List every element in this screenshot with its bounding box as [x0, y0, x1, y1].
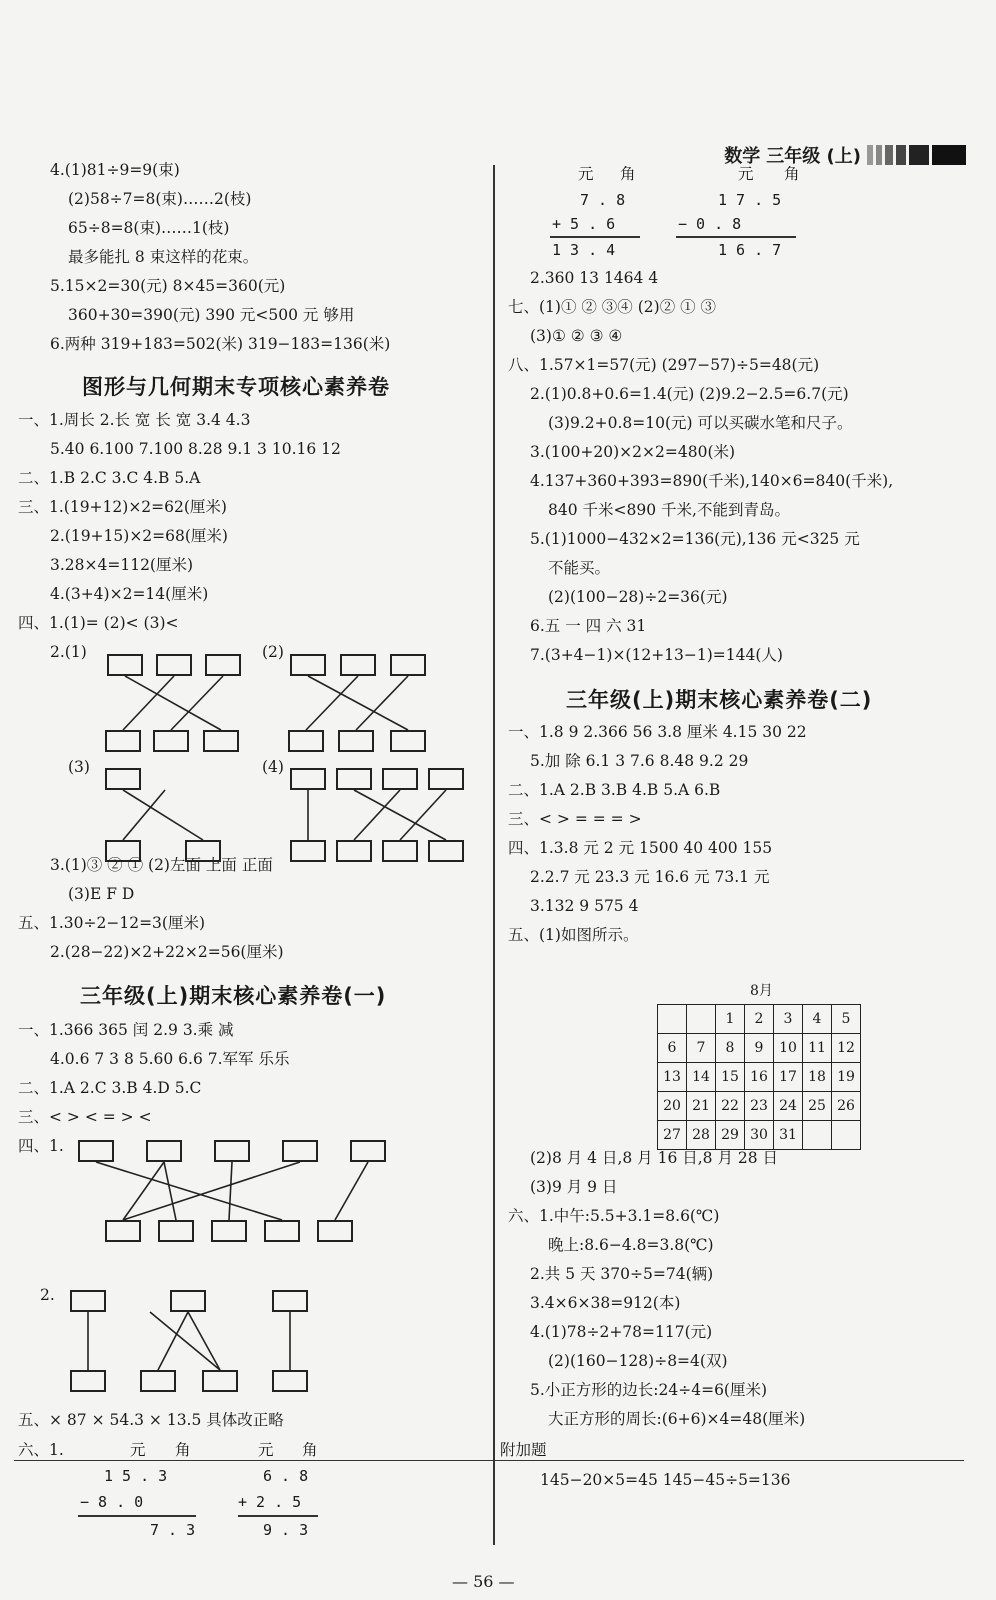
extra-title: 附加题	[500, 1441, 547, 1459]
calendar-day: 21	[687, 1092, 716, 1121]
jiao-label: 角	[784, 165, 800, 183]
answer-line: 三、< > = = = >	[508, 810, 642, 828]
match-box	[272, 1290, 308, 1312]
match-box	[338, 730, 374, 752]
match-box	[340, 654, 376, 676]
match-box	[214, 1140, 250, 1162]
calc-row: − 0 . 8	[678, 215, 742, 233]
answer-line: 4.(1)78÷2+78=117(元)	[530, 1323, 713, 1341]
answer-line: 一、1.8 9 2.366 56 3.8 厘米 4.15 30 22	[508, 723, 807, 741]
calendar-day: 30	[745, 1121, 774, 1150]
answer-line: 7.(3+4−1)×(12+13−1)=144(人)	[530, 646, 783, 664]
calendar-day: 18	[803, 1063, 832, 1092]
calendar-day: 13	[658, 1063, 687, 1092]
answer-line: 最多能扎 8 束这样的花束。	[68, 248, 259, 266]
match-box	[78, 1140, 114, 1162]
section-title: 图形与几何期末专项核心素养卷	[82, 375, 390, 399]
jiao-label: 角	[302, 1441, 318, 1459]
connector-line	[158, 1312, 188, 1370]
connector-line	[229, 1162, 232, 1220]
match-box	[146, 1140, 182, 1162]
calc-row: 7 . 3	[150, 1521, 196, 1539]
answer-line: 晚上:8.6−4.8=3.8(℃)	[548, 1236, 714, 1254]
calendar-day: 31	[774, 1121, 803, 1150]
answer-line: 2.2.7 元 23.3 元 16.6 元 73.1 元	[530, 868, 770, 886]
answer-line: (2)(100−28)÷2=36(元)	[548, 588, 728, 606]
match-box	[170, 1290, 206, 1312]
answer-line: 2.360 13 1464 4	[530, 269, 659, 287]
match-box	[336, 768, 372, 790]
answer-line: 二、1.A 2.B 3.B 4.B 5.A 6.B	[508, 781, 721, 799]
calendar-day: 27	[658, 1121, 687, 1150]
match-box	[70, 1370, 106, 1392]
calendar-day: 19	[832, 1063, 861, 1092]
answer-line: 2.共 5 天 370÷5=74(辆)	[530, 1265, 714, 1283]
match-box	[105, 1220, 141, 1242]
answer-line: 840 千米<890 千米,不能到青岛。	[548, 501, 790, 519]
connector-line	[123, 790, 203, 840]
connector-line	[171, 676, 223, 730]
jiao-label: 角	[620, 165, 636, 183]
calc-row: + 5 . 6	[552, 215, 616, 233]
match-box	[205, 654, 241, 676]
match-box	[140, 1370, 176, 1392]
answer-line: (3)E F D	[68, 885, 135, 903]
match-box	[202, 1370, 238, 1392]
yuan-label: 元	[738, 165, 754, 183]
calendar-row	[658, 1092, 861, 1121]
calendar-day: 12	[832, 1034, 861, 1063]
match-box	[105, 730, 141, 752]
answer-line: 三、1.(19+12)×2=62(厘米)	[18, 498, 227, 516]
answer-line: 145−20×5=45 145−45÷5=136	[540, 1471, 791, 1489]
calc-row: 1 7 . 5	[718, 191, 782, 209]
calendar-day	[687, 1005, 716, 1034]
calendar-day: 14	[687, 1063, 716, 1092]
calendar-day: 2	[745, 1005, 774, 1034]
calendar-day: 22	[716, 1092, 745, 1121]
answer-line: 5.(1)1000−432×2=136(元),136 元<325 元	[530, 530, 860, 548]
calendar-title: 8月	[750, 983, 773, 999]
match-box	[390, 730, 426, 752]
connector-line	[354, 790, 446, 840]
diagram-label: 2.	[40, 1286, 55, 1304]
section-title: 三年级(上)期末核心素养卷(二)	[566, 688, 873, 712]
match-box	[382, 768, 418, 790]
match-box	[336, 840, 372, 862]
answer-line: 5.40 6.100 7.100 8.28 9.1 3 10.16 12	[50, 440, 341, 458]
calendar-row	[658, 1034, 861, 1063]
answer-line: 六、1.中午:5.5+3.1=8.6(℃)	[508, 1207, 720, 1225]
match-box	[350, 1140, 386, 1162]
match-box	[156, 654, 192, 676]
answer-line: 2.(28−22)×2+22×2=56(厘米)	[50, 943, 284, 961]
calc-rule	[550, 236, 640, 238]
answer-line: (2)(160−128)÷8=4(双)	[548, 1352, 728, 1370]
connector-line	[123, 790, 165, 840]
answer-line: 二、1.B 2.C 3.C 4.B 5.A	[18, 469, 201, 487]
connector-line	[354, 790, 400, 840]
calendar-row	[658, 1063, 861, 1092]
column-divider	[493, 165, 495, 1545]
answer-line: 六、1.	[18, 1441, 64, 1459]
match-box	[428, 840, 464, 862]
yuan-label: 元	[578, 165, 594, 183]
calendar-day: 4	[803, 1005, 832, 1034]
match-box	[211, 1220, 247, 1242]
match-box	[153, 730, 189, 752]
answer-line: 5.小正方形的边长:24÷4=6(厘米)	[530, 1381, 768, 1399]
match-box	[428, 768, 464, 790]
answer-line: 五、1.30÷2−12=3(厘米)	[18, 914, 206, 932]
connector-line	[400, 790, 446, 840]
connector-line	[123, 676, 174, 730]
connector-line	[335, 1162, 368, 1220]
answer-line: 大正方形的周长:(6+6)×4=48(厘米)	[548, 1410, 806, 1428]
connector-line	[164, 1162, 176, 1220]
calc-rule	[676, 236, 796, 238]
diagram-label: 2.(1)	[50, 643, 87, 661]
calendar-day: 16	[745, 1063, 774, 1092]
calendar-day: 7	[687, 1034, 716, 1063]
answer-line: 八、1.57×1=57(元) (297−57)÷5=48(元)	[508, 356, 820, 374]
calendar-row	[658, 1005, 861, 1034]
calc-row: 1 6 . 7	[718, 241, 782, 259]
answer-line: 360+30=390(元) 390 元<500 元 够用	[68, 306, 355, 324]
match-box	[290, 654, 326, 676]
answer-line: 3.28×4=112(厘米)	[50, 556, 194, 574]
answer-line: 七、(1)① ② ③④ (2)② ① ③	[508, 298, 717, 316]
answer-line: 3.132 9 575 4	[530, 897, 639, 915]
page-header	[724, 142, 966, 168]
calc-row: 7 . 8	[580, 191, 626, 209]
answer-line: 一、1.366 365 闰 2.9 3.乘 减	[18, 1021, 234, 1039]
match-box	[272, 1370, 308, 1392]
answer-line: 3.4×6×38=912(本)	[530, 1294, 681, 1312]
answer-line: 5.加 除 6.1 3 7.6 8.48 9.2 29	[530, 752, 749, 770]
calendar-day: 11	[803, 1034, 832, 1063]
connector-line	[188, 1312, 220, 1370]
bottom-rule	[14, 1460, 964, 1461]
match-box	[390, 654, 426, 676]
calendar-day: 23	[745, 1092, 774, 1121]
answer-line: (2)58÷7=8(束)……2(枝)	[68, 190, 252, 208]
answer-line: 二、1.A 2.C 3.B 4.D 5.C	[18, 1079, 202, 1097]
calendar-day	[832, 1121, 861, 1150]
answer-line: 四、1.	[18, 1137, 64, 1155]
calendar-day: 1	[716, 1005, 745, 1034]
calc-row: + 2 . 5	[238, 1493, 302, 1511]
answer-line: 一、1.周长 2.长 宽 长 宽 3.4 4.3	[18, 411, 251, 429]
calendar-day: 20	[658, 1092, 687, 1121]
calendar-day: 10	[774, 1034, 803, 1063]
answer-line: (3)9 月 9 日	[530, 1178, 618, 1196]
calendar-day: 15	[716, 1063, 745, 1092]
match-box	[105, 768, 141, 790]
calendar-day	[658, 1005, 687, 1034]
jiao-label: 角	[175, 1441, 191, 1459]
calc-row: 1 5 . 3	[104, 1467, 168, 1485]
connector-line	[356, 676, 408, 730]
yuan-label: 元	[258, 1441, 274, 1459]
calendar-day: 26	[832, 1092, 861, 1121]
answer-line: (2)8 月 4 日,8 月 16 日,8 月 28 日	[530, 1149, 779, 1167]
match-box	[290, 768, 326, 790]
match-box	[382, 840, 418, 862]
match-box	[282, 1140, 318, 1162]
match-box	[288, 730, 324, 752]
answer-line: 3.(100+20)×2×2=480(米)	[530, 443, 736, 461]
calendar-day: 29	[716, 1121, 745, 1150]
answer-line: 五、× 87 × 54.3 × 13.5 具体改正略	[18, 1411, 284, 1429]
page-number: — 56 —	[452, 1572, 515, 1591]
answer-line: 3.(1)③ ② ① (2)左面 上面 正面	[50, 856, 273, 874]
calendar-day: 8	[716, 1034, 745, 1063]
answer-line: 不能买。	[548, 559, 611, 577]
calendar-day: 17	[774, 1063, 803, 1092]
match-box	[107, 654, 143, 676]
match-box	[158, 1220, 194, 1242]
calendar-day: 3	[774, 1005, 803, 1034]
answer-line: 四、1.3.8 元 2 元 1500 40 400 155	[508, 839, 773, 857]
connector-line	[96, 1162, 282, 1220]
answer-line: 2.(1)0.8+0.6=1.4(元) (2)9.2−2.5=6.7(元)	[530, 385, 849, 403]
answer-line: 2.(19+15)×2=68(厘米)	[50, 527, 228, 545]
section-title: 三年级(上)期末核心素养卷(一)	[80, 984, 387, 1008]
connector-line	[150, 1312, 220, 1370]
answer-line: 4.(1)81÷9=9(束)	[50, 161, 180, 179]
connector-line	[123, 1162, 300, 1220]
calendar-grid	[657, 1004, 861, 1150]
diagram-label: (3)	[68, 758, 90, 776]
answer-line: 5.15×2=30(元) 8×45=360(元)	[50, 277, 286, 295]
answer-line: 4.0.6 7 3 8 5.60 6.6 7.军军 乐乐	[50, 1050, 290, 1068]
calc-row: 6 . 8	[263, 1467, 309, 1485]
connector-line	[125, 676, 221, 730]
calc-rule	[78, 1515, 196, 1517]
calc-rule	[238, 1515, 318, 1517]
match-box	[203, 730, 239, 752]
calc-row: − 8 . 0	[80, 1493, 144, 1511]
answer-line: 4.(3+4)×2=14(厘米)	[50, 585, 209, 603]
connector-line	[308, 676, 408, 730]
answer-line: 三、< > < = > <	[18, 1108, 152, 1126]
connector-line	[306, 676, 358, 730]
answer-line: (3)① ② ③ ④	[530, 327, 623, 345]
calc-row: 1 3 . 4	[552, 241, 616, 259]
answer-line: 五、(1)如图所示。	[508, 926, 639, 944]
calendar-day: 6	[658, 1034, 687, 1063]
answer-line: 6.五 一 四 六 31	[530, 617, 647, 635]
answer-line: 4.137+360+393=890(千米),140×6=840(千米),	[530, 472, 894, 490]
calc-row: 9 . 3	[263, 1521, 309, 1539]
answer-line: 6.两种 319+183=502(米) 319−183=136(米)	[50, 335, 391, 353]
match-box	[290, 840, 326, 862]
match-box	[70, 1290, 106, 1312]
answer-line: (3)9.2+0.8=10(元) 可以买碳水笔和尺子。	[548, 414, 853, 432]
diagram-label: (2)	[262, 643, 284, 661]
answer-line: 四、1.(1)= (2)< (3)<	[18, 614, 179, 632]
calendar-day	[803, 1121, 832, 1150]
connector-line	[123, 1162, 164, 1220]
calendar-day: 24	[774, 1092, 803, 1121]
match-box	[317, 1220, 353, 1242]
calendar-row	[658, 1121, 861, 1150]
header-decoration	[867, 145, 966, 165]
subject-label: 数学	[724, 146, 761, 167]
calendar-day: 28	[687, 1121, 716, 1150]
calendar-day: 9	[745, 1034, 774, 1063]
grade-label: 三年级 (上)	[766, 146, 861, 167]
match-box	[264, 1220, 300, 1242]
calendar-day: 25	[803, 1092, 832, 1121]
diagram-label: (4)	[262, 758, 284, 776]
calendar-day: 5	[832, 1005, 861, 1034]
yuan-label: 元	[130, 1441, 146, 1459]
answer-line: 65÷8=8(束)……1(枝)	[68, 219, 230, 237]
